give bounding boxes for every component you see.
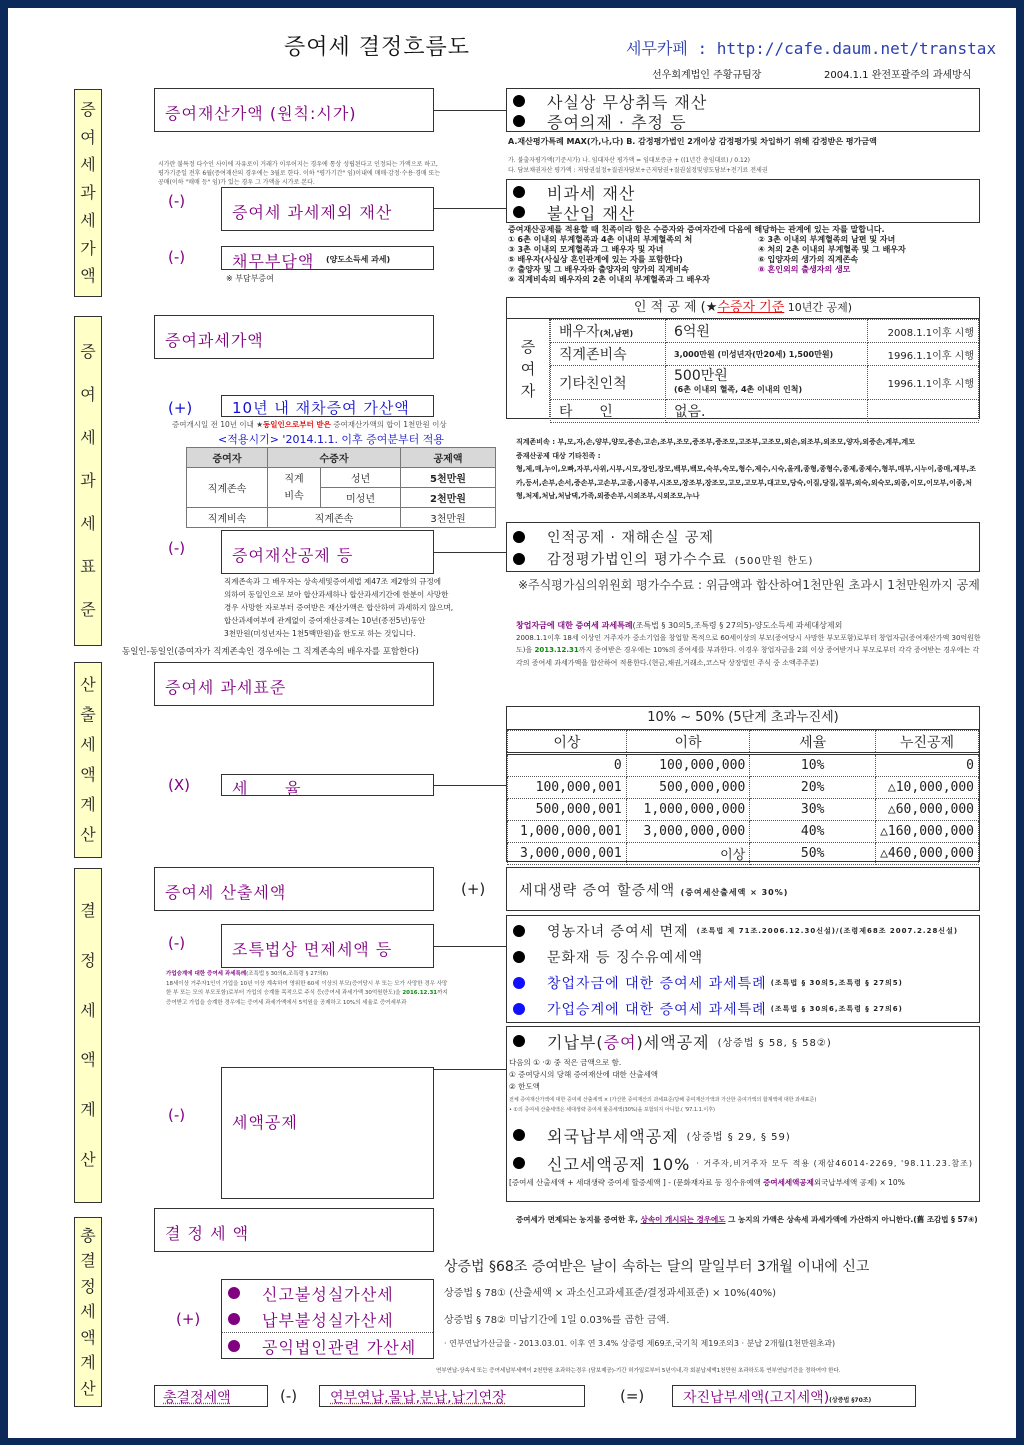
stock-fee-note: ※주식평가심의위원회 평가수수료 : 위금액과 합산하여1천만원 초과시 1천만원까지 공제 [518, 578, 980, 592]
deduction-note: 직계존속과 그 배우자는 상속세및증여세법 제47조 제2항의 규정에 의하여 동일인으로 보아 합산과세하나 합산과세기간에 한분이 사망한 경우 사망한 자로부터 증여받은 재산가액은 합산하여 과세하지 않으며, 합산과세여부에 관계없이 증여재산공제는 10년(종전5년)동안 3천만원(미성년자는 1천5백만원)을 한도로 하는 것입니다. [224, 577, 454, 638]
total-determined-tax-box: 총결정세액 [154, 1385, 268, 1407]
table-row: 1,000,000,001 3,000,000,000 40% △160,000,000 [508, 821, 979, 843]
side-label-total-tax: 총 결 정 세 액 계 산 [74, 1217, 102, 1407]
valuation-note-b: 가. 불출자평가액(기준시가) 나. 임대자산 평가액 = 임대보증금 + ((1년간 총임대료) / 0.12) [508, 157, 750, 164]
bullet-icon [513, 951, 525, 963]
table-row: 500,000,001 1,000,000,000 30% △60,000,000 [508, 799, 979, 821]
valuation-note-c: 다. 담보채권자산 평가액 : 저당권설정+질권자담보+근저당권+질권설정및양도담보+전기료 전세권 [508, 167, 768, 174]
family-business-note: 가업승계에 대한 증여세 과세특례(조특법 § 30의6,조특령 § 27의6) 18세이상 거주자1인이 가업을 10년 이상 계속하여 영위한 60세 이상의 부모(증여당시 부 또는 모가 사망한 경우 사망한 부 또는 모의 부모포함)로부터 가업의 승계를 목적으로 주식 등(증여세 과세가액 30억원한도)을 2016.12.31까지 증여받고 가업을 승계한 경우에는 증여세 과세가액에서 5억원을 공제하고 10%의 세율로 증여세부과 [166, 971, 448, 1006]
bullet-icon [513, 1129, 525, 1141]
penalty-note-2: 상증법 § 78② 미납기간에 1일 0.03%를 곱한 금액. [444, 1315, 670, 1326]
debt-note: ※ 부담부증여 [226, 274, 274, 283]
installment-note: 연부연납-상속세 또는 증여세납부세액이 2천만원 초과하는경우 (담보제공)-기간 허가일로부터 5년이내,각 회분납세액1천만원 초과하도록 연부연납기간을 정하여야 한다. [436, 1368, 841, 1374]
connector [434, 110, 506, 111]
tax-rate-box: 세 율 [221, 774, 434, 796]
valuation-note-a: A.재산평가특례 MAX(가,나,다) B. 감정평가법인 2개이상 감정평가및 차입하기 위해 감정받은 평가금액 [508, 137, 877, 146]
non-taxable-box: 비과세 재산 불산입 재산 [506, 179, 980, 223]
relatives-definition: 증여재산공제를 적용할 때 친족이라 함은 수증자와 증여자간에 다음에 해당하는 관계에 있는 자를 말합니다. ① 6촌 이내의 부계혈족과 4촌 이내의 부계혈족의 처 ② 3촌 이내의 부계혈족의 남편 및 자녀 ③ 3촌 이내의 모계혈족과 그 배우자 및 자녀 ④ 처의 2촌 이내의 부계혈족 및 그 배우자 ⑤ 배우자(사실상 혼인관계에 있는 자를 포함한다) ⑥ 입양자의 생가의 직계존속 ⑦ 출양자 및 그 배우자와 출양자의 양가의 직계비속 ⑧ 혼인외의 출생자의 생모 ⑨ 직계비속의 배우자의 2촌 이내의 부계혈족과 그 배우자 [508, 225, 906, 284]
special-exemption-box: 조특법상 면제세액 등 [221, 924, 434, 968]
market-value-note: 시가란 불특정 다수인 사이에 자유로이 거래가 이루어지는 경우에 통상 성립된다고 인정되는 가액으로 하고, 평가기준일 전후 6월(증여재산의 경우에는 3월로 한다. 이하 "평가기간" 임)이내에 매매·감정·수용·경매 또는 공매(이하 "매매 등" 임)가 있는 경우 그 가액을 시가로 본다. [158, 161, 441, 186]
deduction-limit-table: 증여자 수증자 공제액 직계존속 직계 비속 성년 5천만원 미성년 2천만원 직계비속 직계존속 3천만원 [186, 447, 496, 528]
determined-tax-box: 결 정 세 액 [154, 1208, 434, 1252]
op-minus: (-) [168, 192, 186, 210]
tax-credit-details: 기납부( 증여 )세액공제 (상증법 § 58, § 58②) 다음의 ① ·② 중 적은 금액으로 함. ① 증여당시의 당해 증여재산에 대한 산출세액 ② 한도액 전체 증여재산가액에 대한 증여세 산출세액 × (가산한 증여재산의 과세표준/당해 증여재산가액과 가산한 증여가액의 합계액에 대한 과세표준) • ①의 증여세 산출세액은 세대생략 증여세 할증세액(30%)을 포함되지 아니함.( '97.1.1.이후) 외국납부세액공제 (상증법 § 29, § 59) 신고세액공제 10% · 거주자,비거주자 모두 적용 (재삼46014-2269, '98.11.23.참조) [증여세 산출세액 + 세대생략 증여세 할증세액 ] - (문화재자료 등 징수유예액 증여세세액공제외국납부세액 공제) × 10% [506, 1026, 980, 1202]
readd-note: 증여개시일 전 10년 이내 ★동일인으로부터 받은 증여재산가액의 합이 1천만원 이상 [172, 420, 447, 429]
op-plus: (+) [168, 399, 193, 417]
self-payment-box: 자진납부세액(고지세액)(상증법 §70조) [672, 1385, 916, 1407]
penalty-tax-box: 신고불성실가산세 납부불성실가산세 공익법인관련 가산세 [221, 1279, 434, 1359]
startup-special-note: 창업자금에 대한 증여세 과세특례(조특법 § 30의5,조특령 § 27의5)-양도소득세 과세대상제외 2008.1.1이후 18세 이상인 거주자가 중소기업을 창업할 목적으로 60세이상의 부모(증여당시 사망한 부모포함)로부터 창업자금(증여재산가액 30억원한도)을 2013.12.31까지 증여받은 경우에는 10%의 증여세를 부과한다. 이경우 창업자금을 2회 이상 증여받거나 부모로부터 각각 증여받는 경우에는 각각의 증여세 과세가액을 합산하여 적용한다.(현금,채권,거래소,코스닥 상장법인 주식 중 소액주주분) [516, 621, 981, 667]
same-person-note: 동일인-동일인(증여자가 직계존속인 경우에는 그 직계존속의 배우자를 포함한다) [122, 647, 419, 657]
penalty-note-1: 상증법 § 78① (산출세액 × 과소신고과세표준/결정과세표준) × 10%(40%) [444, 1288, 776, 1299]
bullet-icon [513, 531, 525, 543]
connector [434, 208, 506, 209]
bullet-icon [513, 95, 525, 107]
op-minus: (-) [280, 1387, 298, 1405]
bullet-icon [513, 925, 525, 937]
connector [434, 1069, 506, 1070]
bullet-icon [228, 1340, 240, 1352]
deferred-payment-box: 연부연납,물납,분납,납기연장 [319, 1385, 585, 1407]
bullet-icon [513, 1003, 525, 1015]
bullet-icon [513, 1035, 525, 1047]
bullet-icon [513, 1157, 525, 1169]
bullet-icon [513, 206, 525, 218]
generation-skip-surcharge-box: 세대생략 증여 할증세액 (증여세산출세액 × 30%) [506, 867, 980, 911]
op-minus: (-) [168, 1106, 186, 1124]
tax-base-box: 증여세 과세표준 [154, 662, 434, 706]
op-plus: (+) [461, 880, 486, 898]
connector [434, 552, 506, 553]
bullet-icon [513, 186, 525, 198]
calculated-tax-box: 증여세 산출세액 [154, 867, 434, 911]
bullet-icon [513, 977, 525, 989]
side-label-taxable-value: 증 여 세 과 세 가 액 [74, 89, 102, 297]
bullet-icon [228, 1313, 240, 1325]
side-label-tax-base: 증 여 세 과 세 표 준 [74, 316, 102, 646]
deduction-items-box: 인적공제 · 재해손실 공제 감정평가법인의 평가수수료 (500만원 한도) [506, 522, 980, 572]
bullet-icon [228, 1287, 240, 1299]
tax-rate-table: 10% ~ 50% (5단계 초과누진세) 이상 이하 세율 누진공제 0 100,000,000 10% 0 100,000,001 500,000,000 20% △10,000,000 500,000,001 1,000,000,000 30% △60,000,000 1,000,000,001 3,000,000,000 40% △160,000,000 3,000,000,001 이상 50% △460,000,000 [506, 706, 980, 862]
penalty-note-3: · 연부연납가산금율 - 2013.03.01. 이후 연 3.4% 상증령 제69조,국기칙 제19조의3 · 분납 2개월(1천만원초과) [444, 1339, 836, 1348]
gift-deduction-box: 증여재산공제 등 [221, 530, 434, 574]
side-label-determined-tax: 결 정 세 액 계 산 [74, 868, 102, 1203]
op-minus: (-) [168, 248, 186, 266]
author-label: 선우회계법인 주황규팀장 [652, 70, 762, 81]
tax-credit-box: 세액공제 [221, 1067, 434, 1199]
op-minus: (-) [168, 539, 186, 557]
readd-gift-box: 10년 내 재차증여 가산액 [221, 395, 434, 417]
farmland-note: 증여세가 면제되는 농지를 증여한 후, 상속이 개시되는 경우에도 그 농지의 가액은 상속세 과세가액에 가산하지 아니한다.(舊 조감법 § 57④) [516, 1215, 978, 1224]
actual-gift-box: 사실상 무상취득 재산 증여의제 · 추정 등 [506, 88, 980, 132]
table-row: 3,000,000,001 이상 50% △460,000,000 [508, 843, 979, 865]
connector [434, 785, 506, 786]
op-equals: (=) [620, 1387, 645, 1405]
debt-burden-box: 채무부담액 (양도소득세 과세) [221, 246, 434, 270]
table-row: 100,000,001 500,000,000 20% △10,000,000 [508, 777, 979, 799]
taxable-gift-value-box: 증여과세가액 [154, 315, 434, 359]
table-row: 0 100,000,000 10% 0 [508, 754, 979, 777]
excluded-property-box: 증여세 과세제외 재산 [221, 187, 434, 231]
op-plus: (+) [176, 1310, 201, 1328]
op-minus: (-) [168, 934, 186, 952]
personal-deduction-table: 인 적 공 제 (★수증자 기준 10년간 공제) 증 여 자 배우자(처,남편) 6억원 2008.1.1이후 시행 직계존비속 3,000만원 (미성년자(만20세) 1,500만원) 1996.1.1이후 시행 기타친인척 500만원 (6촌 이내의 혈족, 4촌 이내의 인척) 1996.1.1이후 시행 타 인 없음. [506, 297, 980, 419]
cafe-link[interactable]: 세무카페 : http://cafe.daum.net/transtax [626, 39, 997, 58]
connector [434, 946, 506, 947]
filing-deadline: 상증법 §68조 증여받은 날이 속하는 달의 말일부터 3개월 이내에 신고 [444, 1259, 870, 1275]
apply-time-note: <적용시기> '2014.1.1. 이후 증여분부터 적용 [218, 433, 445, 446]
bullet-icon [513, 553, 525, 565]
page-title: 증여세 결정흐름도 [284, 35, 471, 60]
gift-property-value-box: 증여재산가액 (원칙:시가) [154, 88, 434, 132]
side-label-calc-tax: 산 출 세 액 계 산 [74, 662, 102, 858]
relatives-list: 직계존비속 : 부,모,자,손,양부,양모,증손,고손,조부,조모,증조부,증조모,고조부,고조모,외손,외조부,외조모,양자,외증손,계부,계모 증재산공제 대상 기타친족 : 형,제,매,누이,오빠,자부,사위,시부,시모,장인,장모,백부,백모,숙부,숙모,형수,제수,시숙,올케,종형,종형수,종제,종제수,형부,매부,시누이,종매,제부,조카,등서,손부,손서,증손부,고손부,고종,시종부,시조모,장조부,장조모,고모,고모부,대고모,당숙,이질,당질,질부,외숙,외숙모,외종,이모,이모부,이종,처형,처제,처남,처남댁,가족,외증손부,시외조부,시외조모,누나 [516, 438, 976, 500]
since-label: 2004.1.1 완전포괄주의 과세방식 [824, 70, 972, 81]
document-page [8, 8, 1016, 1438]
op-multiply: (X) [168, 776, 190, 794]
bullet-icon [513, 115, 525, 127]
exemption-items-box: 영농자녀 증여세 면제 (조특법 제 71조.2006.12.30신설)/(조령제68조 2007.2.28신설) 문화재 등 징수유예세액 창업자금에 대한 증여세 과세특례 (조특법 § 30의5,조특령 § 27의5) 가업승계에 대한 증여세 과세특례 (조특법 § 30의6,조특령 § 27의6) [506, 915, 980, 1023]
